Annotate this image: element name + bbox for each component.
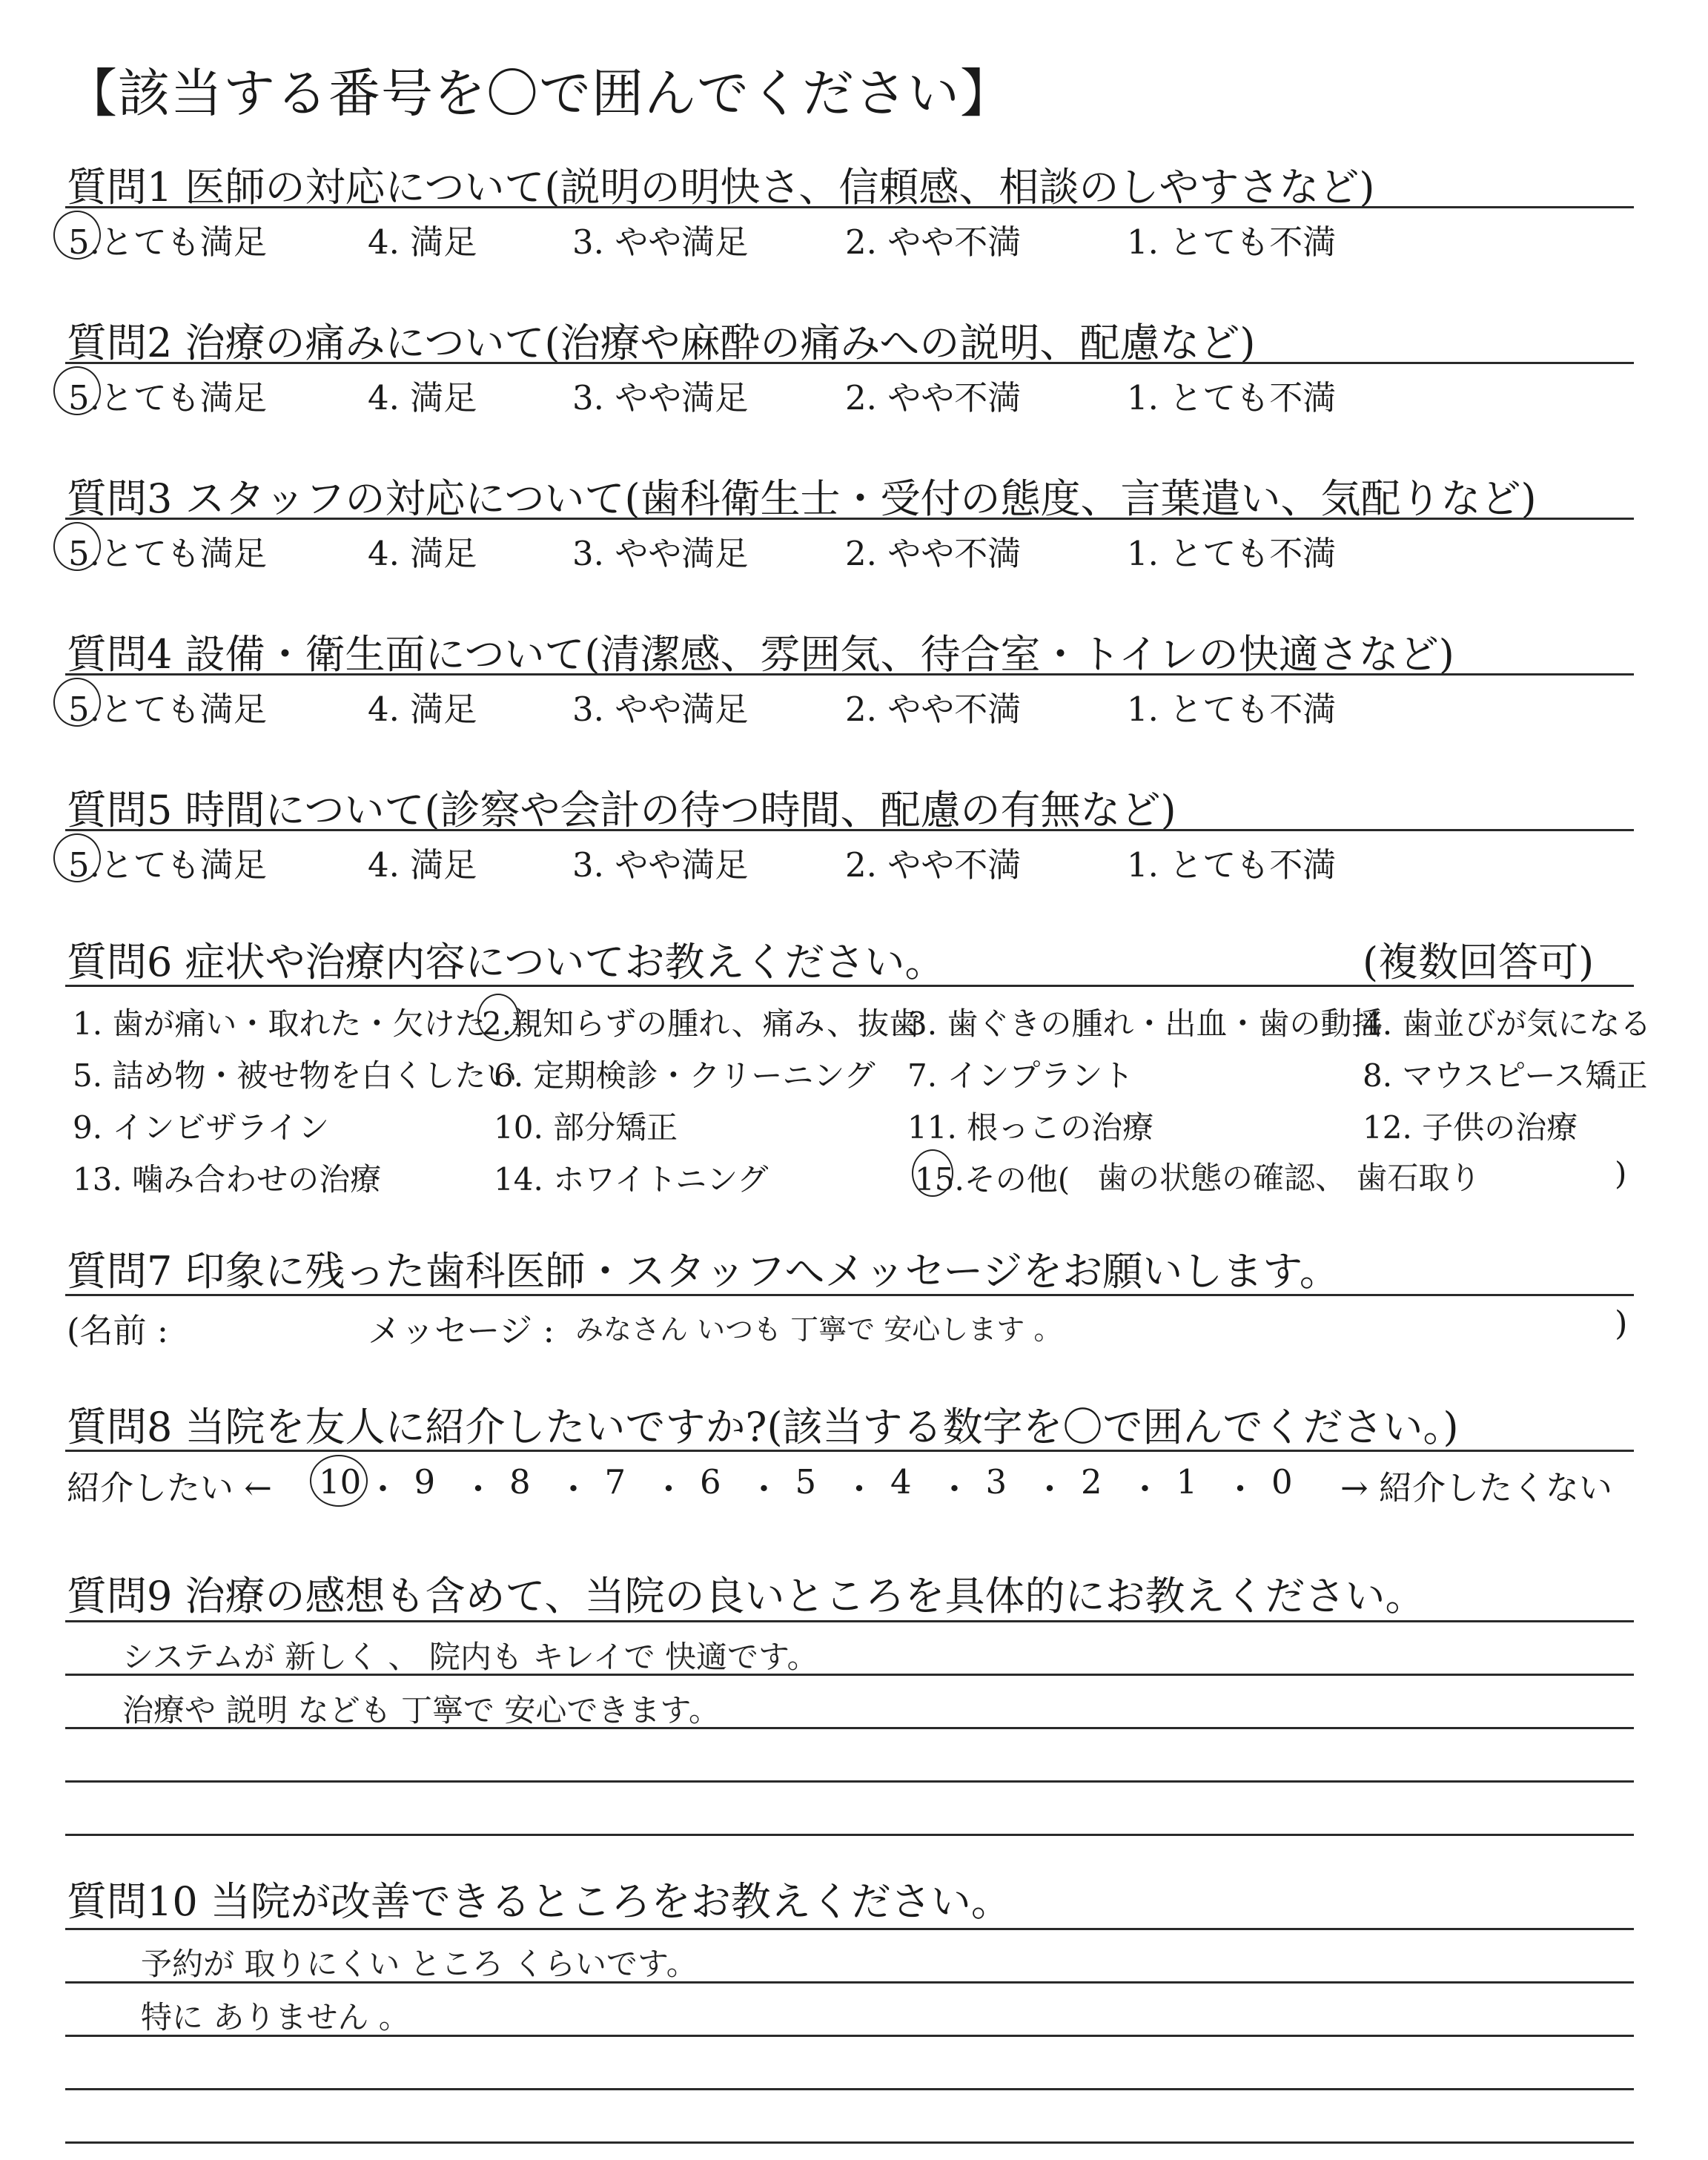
- q5-option-2[interactable]: 2. やや不満: [845, 845, 1022, 885]
- q4-option-3[interactable]: 3. やや満足: [572, 690, 749, 729]
- q9-answer-line-1[interactable]: システムが 新しく 、 院内も キレイで 快適です。: [122, 1639, 818, 1675]
- q8-scale-separator: ・: [1128, 1470, 1162, 1509]
- q2-option-3[interactable]: 3. やや満足: [572, 378, 749, 417]
- q7-message-label: メッセージ :: [368, 1311, 555, 1350]
- q6-selection-circle-2: [477, 994, 519, 1041]
- q8-scale-separator: ・: [652, 1470, 686, 1509]
- q6-item-12[interactable]: 12. 子供の治療: [1363, 1109, 1578, 1146]
- q1-selection-circle: [53, 211, 101, 260]
- q6-item-9[interactable]: 9. インビザライン: [73, 1109, 330, 1146]
- q6-item-6[interactable]: 6. 定期検診・クリーニング: [494, 1057, 875, 1094]
- q8-scale-0[interactable]: 0: [1271, 1462, 1293, 1502]
- q10-answer-line-2[interactable]: 特に ありません 。: [141, 1999, 410, 2035]
- q6-item-10[interactable]: 10. 部分矯正: [494, 1109, 678, 1146]
- q9-rule-4: [65, 1780, 1634, 1783]
- q6-other-close: ): [1615, 1155, 1627, 1192]
- q8-scale-separator: ・: [366, 1470, 400, 1509]
- q2-option-5[interactable]: 5.とても満足: [68, 378, 267, 417]
- q5-selection-circle: [53, 833, 101, 882]
- q8-scale-separator: ・: [747, 1470, 781, 1509]
- q6-selection-circle-15: [912, 1149, 953, 1197]
- q1-option-5[interactable]: 5.とても満足: [68, 222, 267, 262]
- q6-title: 質問6 症状や治療内容についてお教えください。: [67, 939, 945, 985]
- q5-option-1[interactable]: 1. とても不満: [1127, 845, 1337, 885]
- q3-option-1[interactable]: 1. とても不満: [1127, 534, 1337, 573]
- q8-scale-separator: ・: [842, 1470, 876, 1509]
- q6-other-text: 歯の状態の確認、 歯石取り: [1097, 1160, 1481, 1196]
- q6-rule: [65, 985, 1634, 987]
- q8-left-label: 紹介したい ←: [67, 1468, 273, 1507]
- q4-selection-circle: [53, 678, 101, 727]
- q10-title: 質問10 当院が改善できるところをお教えください。: [67, 1878, 1011, 1925]
- q1-title: 質問1 医師の対応について(説明の明快さ、信頼感、相談のしやすさなど): [67, 164, 1375, 211]
- q3-option-4[interactable]: 4. 満足: [368, 534, 477, 573]
- q8-scale-2[interactable]: 2: [1081, 1462, 1102, 1502]
- q4-option-4[interactable]: 4. 満足: [368, 690, 477, 729]
- q1-rule: [65, 206, 1634, 208]
- q4-title: 質問4 設備・衛生面について(清潔感、雰囲気、待合室・トイレの快適さなど): [67, 631, 1454, 678]
- q2-option-1[interactable]: 1. とても不満: [1127, 378, 1337, 417]
- q8-rule: [65, 1450, 1634, 1452]
- q6-item-14[interactable]: 14. ホワイトニング: [494, 1161, 769, 1198]
- q10-rule-4: [65, 2088, 1634, 2090]
- q3-option-2[interactable]: 2. やや不満: [845, 534, 1022, 573]
- q5-option-5[interactable]: 5.とても満足: [68, 845, 267, 885]
- q6-item-8[interactable]: 8. マウスピース矯正: [1363, 1057, 1648, 1094]
- q9-rule-1: [65, 1620, 1634, 1622]
- page-title: 【該当する番号を〇で囲んでください】: [65, 63, 1013, 124]
- q6-item-4[interactable]: 4. 歯並びが気になる: [1363, 1005, 1652, 1042]
- q3-selection-circle: [53, 522, 101, 571]
- q8-scale-4[interactable]: 4: [890, 1462, 912, 1502]
- q9-rule-5: [65, 1834, 1634, 1836]
- q8-scale-separator: ・: [557, 1470, 591, 1509]
- q6-item-11[interactable]: 11. 根っこの治療: [907, 1109, 1154, 1146]
- q7-rule: [65, 1294, 1634, 1296]
- q6-note: (複数回答可): [1363, 939, 1595, 985]
- q2-option-4[interactable]: 4. 満足: [368, 378, 477, 417]
- q3-option-3[interactable]: 3. やや満足: [572, 534, 749, 573]
- q5-title: 質問5 時間について(診察や会計の待つ時間、配慮の有無など): [67, 787, 1176, 833]
- q8-scale-3[interactable]: 3: [985, 1462, 1007, 1502]
- q8-scale-6[interactable]: 6: [700, 1462, 721, 1502]
- q2-rule: [65, 362, 1634, 364]
- q3-rule: [65, 518, 1634, 520]
- q4-option-1[interactable]: 1. とても不満: [1127, 690, 1337, 729]
- q4-option-5[interactable]: 5.とても満足: [68, 690, 267, 729]
- q3-option-5[interactable]: 5.とても満足: [68, 534, 267, 573]
- q1-option-1[interactable]: 1. とても不満: [1127, 222, 1337, 262]
- q1-option-2[interactable]: 2. やや不満: [845, 222, 1022, 262]
- q8-scale-8[interactable]: 8: [509, 1462, 531, 1502]
- q8-right-label: → 紹介したくない: [1340, 1468, 1613, 1507]
- q8-scale-7[interactable]: 7: [604, 1462, 626, 1502]
- q10-answer-line-1[interactable]: 予約が 取りにくい ところ くらいです。: [141, 1946, 698, 1982]
- q1-option-3[interactable]: 3. やや満足: [572, 222, 749, 262]
- q6-item-2[interactable]: 2.親知らずの腫れ、痛み、抜歯: [482, 1005, 921, 1042]
- q6-item-3[interactable]: 3. 歯ぐきの腫れ・出血・歯の動揺: [907, 1005, 1383, 1042]
- q2-title: 質問2 治療の痛みについて(治療や麻酔の痛みへの説明、配慮など): [67, 320, 1256, 366]
- q8-scale-9[interactable]: 9: [414, 1462, 436, 1502]
- q8-scale-separator: ・: [938, 1470, 972, 1509]
- q8-scale-separator: ・: [1033, 1470, 1067, 1509]
- q6-item-13[interactable]: 13. 噛み合わせの治療: [73, 1161, 382, 1198]
- q7-name-label: (名前 :: [67, 1311, 169, 1350]
- q5-option-3[interactable]: 3. やや満足: [572, 845, 749, 885]
- q8-selection-circle: [310, 1455, 368, 1507]
- q8-scale-10[interactable]: 10: [319, 1462, 362, 1502]
- q7-title: 質問7 印象に残った歯科医師・スタッフへメッセージをお願いします。: [67, 1248, 1340, 1295]
- q6-item-7[interactable]: 7. インプラント: [907, 1057, 1134, 1094]
- q4-option-2[interactable]: 2. やや不満: [845, 690, 1022, 729]
- q6-item-1[interactable]: 1. 歯が痛い・取れた・欠けた: [73, 1005, 486, 1042]
- q5-rule: [65, 829, 1634, 831]
- q3-title: 質問3 スタッフの対応について(歯科衛生士・受付の態度、言葉遣い、気配りなど): [67, 475, 1537, 522]
- q7-message-text[interactable]: みなさん いつも 丁寧で 安心します 。: [575, 1313, 1062, 1346]
- q8-scale-1[interactable]: 1: [1176, 1462, 1198, 1502]
- q8-scale-5[interactable]: 5: [795, 1462, 817, 1502]
- q10-rule-1: [65, 1928, 1634, 1930]
- q9-title: 質問9 治療の感想も含めて、当院の良いところを具体的にお教えください。: [67, 1573, 1426, 1619]
- q6-item-5[interactable]: 5. 詰め物・被せ物を白くしたい: [73, 1057, 517, 1094]
- q6-item-15[interactable]: 15.その他(: [915, 1161, 1070, 1198]
- q8-scale-separator: ・: [1223, 1470, 1257, 1509]
- q9-answer-line-2[interactable]: 治療や 説明 なども 丁寧で 安心できます。: [122, 1692, 721, 1728]
- q8-title: 質問8 当院を友人に紹介したいですか?(該当する数字を〇で囲んでください。): [67, 1404, 1459, 1450]
- q2-option-2[interactable]: 2. やや不満: [845, 378, 1022, 417]
- q4-rule: [65, 673, 1634, 676]
- q7-close: ): [1615, 1304, 1628, 1343]
- q5-option-4[interactable]: 4. 満足: [368, 845, 477, 885]
- q8-scale-separator: ・: [461, 1470, 495, 1509]
- q10-rule-5: [65, 2141, 1634, 2144]
- q2-selection-circle: [53, 366, 101, 415]
- q1-option-4[interactable]: 4. 満足: [368, 222, 477, 262]
